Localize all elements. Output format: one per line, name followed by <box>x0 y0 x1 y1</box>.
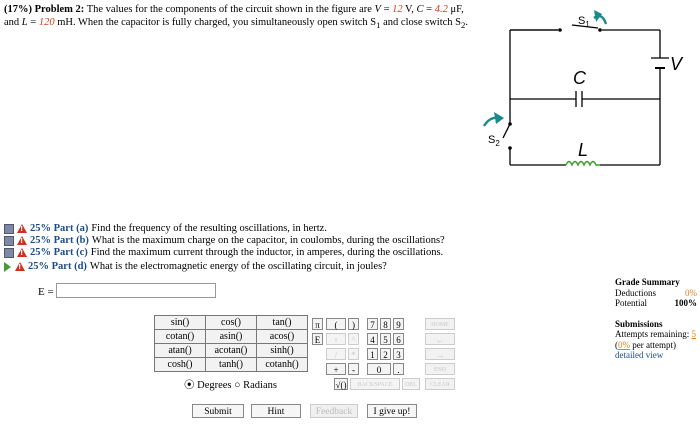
cotanh-button[interactable]: cotanh() <box>257 358 308 372</box>
potential-label: Potential <box>615 298 647 308</box>
expand-icon[interactable] <box>4 248 14 258</box>
label-l: L <box>578 140 589 160</box>
inductor-coil <box>566 162 600 166</box>
left-arrow-key[interactable]: ← <box>425 333 455 345</box>
part-b-row[interactable] <box>4 235 445 246</box>
c-unit: μF, <box>450 4 464 15</box>
s1-contact-right <box>598 28 602 32</box>
per-attempt-row: (0% per attempt) <box>615 339 676 350</box>
label-s2: $S_2$ <box>488 134 500 148</box>
degrees-label[interactable]: Degrees <box>197 380 232 391</box>
circuit-diagram <box>470 0 700 180</box>
degrees-radio-icon[interactable]: ⦿ <box>184 380 195 391</box>
label-c: C <box>573 68 586 88</box>
attempts-row <box>615 329 697 340</box>
pi-key[interactable]: π <box>312 318 323 330</box>
function-keypad <box>154 315 308 372</box>
part-b-label[interactable]: 25% Part (b) <box>30 235 89 246</box>
problem-period: . <box>465 17 468 28</box>
angle-mode-group <box>184 377 277 392</box>
problem-header: (17%) Problem 2: <box>4 4 85 15</box>
key-7[interactable]: 7 <box>367 318 378 330</box>
warning-icon <box>17 224 27 233</box>
part-a-label[interactable]: 25% Part (a) <box>30 223 89 234</box>
per-attempt-pct: 0% <box>618 339 630 350</box>
answer-label: E = <box>38 286 54 298</box>
potential-row <box>615 298 697 309</box>
deductions-value: 0% <box>685 287 697 298</box>
part-d-label[interactable]: 25% Part (d) <box>28 261 87 272</box>
part-a-text: Find the frequency of the resulting oscillations, in hertz. <box>91 223 327 234</box>
s2-sub: 2 <box>461 20 466 31</box>
label-v: V <box>670 54 683 74</box>
key-2[interactable]: 2 <box>380 348 391 360</box>
lparen-key[interactable]: ( <box>326 318 346 330</box>
part-c-text: Find the maximum current through the inductor, in amperes, during the oscillations. <box>90 247 444 258</box>
key-3[interactable]: 3 <box>393 348 404 360</box>
submit-button[interactable]: Submit <box>192 404 244 418</box>
expand-icon[interactable] <box>4 224 14 234</box>
deductions-label: Deductions <box>615 287 656 298</box>
s1-contact-left <box>558 28 562 32</box>
attempts-label: Attempts remaining: <box>615 329 690 339</box>
v-unit: V, <box>405 4 414 15</box>
part-c-row[interactable] <box>4 247 443 258</box>
c-symbol: C <box>416 4 424 15</box>
c-value: 4.2 <box>434 4 448 15</box>
tanh-button[interactable]: tanh() <box>206 358 257 372</box>
hint-button[interactable]: Hint <box>251 404 301 418</box>
end-key[interactable]: END <box>425 363 455 375</box>
expand-icon[interactable] <box>4 236 14 246</box>
problem-text-close: and close switch S <box>383 17 461 28</box>
grade-summary-title: Grade Summary <box>615 277 680 287</box>
cos-button[interactable]: cos() <box>206 316 257 330</box>
detailed-view-link[interactable]: detailed view <box>615 350 664 360</box>
warning-icon <box>15 262 25 271</box>
key-9[interactable]: 9 <box>393 318 404 330</box>
slash-key[interactable]: / <box>326 348 346 360</box>
part-a-row[interactable] <box>4 223 327 234</box>
atan-button[interactable]: atan() <box>155 344 206 358</box>
acotan-button[interactable]: acotan() <box>206 344 257 358</box>
key-8[interactable]: 8 <box>380 318 391 330</box>
feedback-button[interactable]: Feedback <box>310 404 358 418</box>
asin-button[interactable]: asin() <box>206 330 257 344</box>
part-b-text: What is the maximum charge on the capacitor, in coulombs, during the oscillations? <box>91 235 445 246</box>
part-d-text: What is the electromagnetic energy of the oscillating circuit, in joules? <box>89 261 387 272</box>
l-unit: mH. When the capacitor is fully charged, you simultaneously open switch S <box>57 17 377 28</box>
problem-text-and: and <box>4 17 20 28</box>
key-5[interactable]: 5 <box>380 333 391 345</box>
attempts-value: 5 <box>691 329 696 339</box>
problem-text: The values for the components of the circuit shown in the figure are <box>86 4 372 15</box>
up-key[interactable]: ↑ <box>326 333 346 345</box>
right-arrow-key[interactable]: → <box>425 348 455 360</box>
l-value: 120 <box>38 17 55 28</box>
clear-key[interactable]: CLEAR <box>425 378 455 390</box>
give-up-button[interactable]: I give up! <box>367 404 417 418</box>
current-part-play-icon <box>4 262 11 272</box>
acos-button[interactable]: acos() <box>257 330 308 344</box>
problem-statement: (17%) Problem 2: The values for the components of the circuit shown in the figure are V = 12 V, C = 4.2 μF, and L = 120 mH. When the capacitor is fully charged, you simultaneously open switch $S_1$ and close switch $S_2$. <box>4 4 468 31</box>
minus-key[interactable]: - <box>348 363 359 375</box>
l-symbol: L <box>21 17 28 28</box>
star-key[interactable]: * <box>348 348 359 360</box>
backspace-key[interactable]: BACKSPACE <box>350 378 400 390</box>
sqrt-key[interactable]: √() <box>335 380 347 390</box>
potential-value: 100% <box>674 298 697 308</box>
label-s1: $S_1$ <box>578 15 590 29</box>
key-6[interactable]: 6 <box>393 333 404 345</box>
tan-button[interactable]: tan() <box>257 316 308 330</box>
plus-key[interactable]: + <box>326 363 346 375</box>
deductions-row <box>615 288 697 299</box>
answer-input[interactable] <box>56 283 216 298</box>
submissions-title: Submissions <box>615 318 663 329</box>
cotan-button[interactable]: cotan() <box>155 330 206 344</box>
del-key[interactable]: DEL <box>402 378 420 390</box>
home-key[interactable]: HOME <box>425 318 455 330</box>
warning-icon <box>17 248 27 257</box>
cosh-button[interactable]: cosh() <box>155 358 206 372</box>
s2-contact-bottom <box>508 146 512 150</box>
key-0[interactable]: 0 <box>367 363 391 375</box>
warning-icon <box>17 236 27 245</box>
radians-radio-icon[interactable]: ○ <box>234 380 241 391</box>
part-d-row[interactable] <box>4 261 387 272</box>
s1-sub: 1 <box>376 20 381 31</box>
sinh-button[interactable]: sinh() <box>257 344 308 358</box>
rparen-key[interactable]: ) <box>348 318 359 330</box>
per-attempt-text: per attempt) <box>632 339 676 350</box>
v-symbol: V <box>374 4 381 15</box>
key-1[interactable]: 1 <box>367 348 378 360</box>
caret-key[interactable]: ^ <box>348 333 359 345</box>
radians-label[interactable]: Radians <box>243 380 277 391</box>
s2-contact-top <box>508 122 512 126</box>
e-key[interactable]: E <box>312 333 323 345</box>
v-value: 12 <box>392 4 403 15</box>
dot-key[interactable]: . <box>393 363 404 375</box>
grade-summary <box>615 277 697 361</box>
part-c-label[interactable]: 25% Part (c) <box>30 247 88 258</box>
sin-button[interactable]: sin() <box>155 316 206 330</box>
key-4[interactable]: 4 <box>367 333 378 345</box>
